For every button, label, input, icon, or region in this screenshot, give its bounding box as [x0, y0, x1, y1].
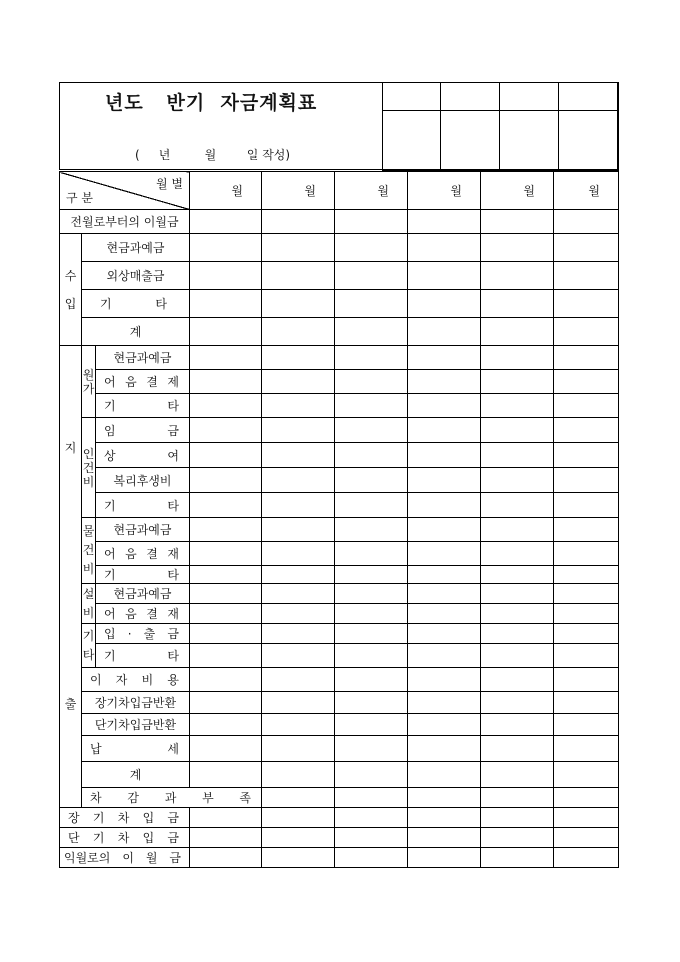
value-cell[interactable]	[335, 346, 408, 370]
value-cell[interactable]	[481, 493, 554, 518]
value-cell[interactable]	[190, 418, 262, 443]
value-cell[interactable]	[481, 542, 554, 566]
table-row	[60, 234, 619, 262]
value-cell[interactable]	[408, 624, 481, 644]
approval-sign-cell[interactable]	[383, 111, 441, 171]
value-cell[interactable]	[408, 262, 481, 290]
table-row	[60, 828, 619, 848]
value-cell[interactable]	[554, 443, 619, 468]
value-cell[interactable]	[262, 714, 335, 736]
table-row	[60, 210, 619, 234]
value-cell[interactable]	[408, 468, 481, 493]
value-cell[interactable]	[262, 542, 335, 566]
value-cell[interactable]	[554, 468, 619, 493]
value-cell[interactable]	[408, 828, 481, 848]
value-cell[interactable]	[408, 394, 481, 418]
value-cell[interactable]	[262, 808, 335, 828]
approval-title-cell[interactable]	[441, 83, 500, 111]
row-label-short-term-loan: 단 기 차 입 금	[60, 828, 190, 848]
row-label-facility-note: 어 음 결 재	[96, 604, 190, 624]
subgroup-label-misc: 기 타	[82, 624, 96, 668]
value-cell[interactable]	[481, 370, 554, 394]
row-label-material-cash: 현금과예금	[96, 518, 190, 542]
value-cell[interactable]	[262, 262, 335, 290]
value-cell[interactable]	[335, 668, 408, 692]
value-cell[interactable]	[190, 234, 262, 262]
value-cell[interactable]	[481, 346, 554, 370]
value-cell[interactable]	[481, 692, 554, 714]
value-cell[interactable]	[190, 848, 262, 868]
value-cell[interactable]	[262, 493, 335, 518]
value-cell[interactable]	[481, 234, 554, 262]
value-cell[interactable]	[190, 210, 262, 234]
value-cell[interactable]	[481, 604, 554, 624]
form-title: 년도 반기 자금계획표	[105, 92, 318, 114]
value-cell[interactable]	[408, 788, 481, 808]
table-row	[60, 736, 619, 762]
value-cell[interactable]	[481, 443, 554, 468]
row-label-income-cash: 현금과예금	[82, 234, 190, 262]
value-cell[interactable]	[554, 714, 619, 736]
value-cell[interactable]	[262, 518, 335, 542]
table-row	[60, 518, 619, 542]
value-cell[interactable]	[262, 604, 335, 624]
row-label-welfare: 복리후생비	[96, 468, 190, 493]
row-label-carry-in: 전월로부터의 이월금	[60, 210, 190, 234]
value-cell[interactable]	[481, 318, 554, 346]
table-row	[60, 262, 619, 290]
value-cell[interactable]	[335, 714, 408, 736]
value-cell[interactable]	[190, 828, 262, 848]
table-row	[60, 714, 619, 736]
value-cell[interactable]	[262, 736, 335, 762]
value-cell[interactable]	[335, 828, 408, 848]
row-label-expense-subtotal: 계	[82, 762, 190, 788]
value-cell[interactable]	[408, 808, 481, 828]
row-label-cost-cash: 현금과예금	[96, 346, 190, 370]
value-cell[interactable]	[554, 692, 619, 714]
row-label-long-term-loan: 장 기 차 입 금	[60, 808, 190, 828]
value-cell[interactable]	[335, 692, 408, 714]
value-cell[interactable]	[481, 762, 554, 788]
value-cell[interactable]	[481, 848, 554, 868]
row-label-material-other: 기 타	[96, 566, 190, 584]
value-cell[interactable]	[190, 736, 262, 762]
table-row	[60, 788, 619, 808]
subgroup-label-material: 물 건 비	[82, 518, 96, 584]
group-label-expense: 지 출	[60, 346, 82, 808]
row-label-long-term-repay: 장기차입금반환	[82, 692, 190, 714]
table-row	[60, 418, 619, 443]
category-label: 구 분	[66, 191, 93, 205]
row-label-income-subtotal: 계	[82, 318, 190, 346]
value-cell[interactable]	[335, 394, 408, 418]
value-cell[interactable]	[262, 848, 335, 868]
value-cell[interactable]	[481, 668, 554, 692]
value-cell[interactable]	[262, 443, 335, 468]
value-cell[interactable]	[481, 788, 554, 808]
row-label-material-note: 어 음 결 재	[96, 542, 190, 566]
value-cell[interactable]	[190, 566, 262, 584]
value-cell[interactable]	[408, 644, 481, 668]
month-header: 월	[481, 172, 554, 210]
row-label-misc-in-out: 입 · 출 금	[96, 624, 190, 644]
table-row	[60, 394, 619, 418]
value-cell[interactable]	[190, 290, 262, 318]
value-cell[interactable]	[408, 566, 481, 584]
value-cell[interactable]	[554, 644, 619, 668]
value-cell[interactable]	[262, 394, 335, 418]
value-cell[interactable]	[481, 808, 554, 828]
value-cell[interactable]	[335, 262, 408, 290]
group-label-income: 수 입	[60, 234, 82, 346]
approval-sign-cell[interactable]	[500, 111, 559, 171]
value-cell[interactable]	[554, 604, 619, 624]
value-cell[interactable]	[481, 566, 554, 584]
value-cell[interactable]	[262, 418, 335, 443]
value-cell[interactable]	[262, 370, 335, 394]
value-cell[interactable]	[408, 370, 481, 394]
value-cell[interactable]	[335, 318, 408, 346]
table-row	[60, 542, 619, 566]
value-cell[interactable]	[481, 518, 554, 542]
value-cell[interactable]	[408, 210, 481, 234]
value-cell[interactable]	[554, 493, 619, 518]
value-cell[interactable]	[190, 318, 262, 346]
row-label-tax: 납 세	[82, 736, 190, 762]
row-label-income-credit-sales: 외상매출금	[82, 262, 190, 290]
value-cell[interactable]	[262, 346, 335, 370]
subgroup-label-cost: 원 가	[82, 346, 96, 418]
value-cell[interactable]	[554, 318, 619, 346]
value-cell[interactable]	[408, 542, 481, 566]
value-cell[interactable]	[481, 714, 554, 736]
value-cell[interactable]	[408, 493, 481, 518]
value-cell[interactable]	[408, 290, 481, 318]
header-row	[60, 172, 619, 210]
value-cell[interactable]	[262, 468, 335, 493]
value-cell[interactable]	[335, 624, 408, 644]
creation-date-line: ( 년 월 일 작성)	[135, 148, 291, 162]
approval-title-cell[interactable]	[383, 83, 441, 111]
value-cell[interactable]	[335, 736, 408, 762]
row-label-bonus: 상 여	[96, 443, 190, 468]
value-cell[interactable]	[554, 808, 619, 828]
month-by-label: 월 별	[156, 177, 184, 191]
value-cell[interactable]	[554, 788, 619, 808]
value-cell[interactable]	[554, 418, 619, 443]
value-cell[interactable]	[190, 443, 262, 468]
value-cell[interactable]	[335, 584, 408, 604]
row-label-carry-out: 익월로의 이 월 금	[60, 848, 190, 868]
value-cell[interactable]	[262, 584, 335, 604]
value-cell[interactable]	[335, 848, 408, 868]
value-cell[interactable]	[554, 828, 619, 848]
value-cell[interactable]	[554, 624, 619, 644]
value-cell[interactable]	[190, 584, 262, 604]
table-row	[60, 370, 619, 394]
row-label-balance: 차 감 과 부 족	[82, 788, 262, 808]
value-cell[interactable]	[335, 566, 408, 584]
table-row	[60, 624, 619, 644]
value-cell[interactable]	[335, 210, 408, 234]
value-cell[interactable]	[262, 290, 335, 318]
value-cell[interactable]	[408, 234, 481, 262]
subgroup-label-personnel: 인 건 비	[82, 418, 96, 518]
value-cell[interactable]	[335, 808, 408, 828]
value-cell[interactable]	[481, 624, 554, 644]
table-row	[60, 668, 619, 692]
cash-plan-table	[59, 171, 619, 868]
value-cell[interactable]	[554, 262, 619, 290]
value-cell[interactable]	[554, 584, 619, 604]
value-cell[interactable]	[335, 493, 408, 518]
approval-sign-cell[interactable]	[559, 111, 619, 171]
value-cell[interactable]	[481, 468, 554, 493]
value-cell[interactable]	[190, 762, 262, 788]
month-header: 월	[262, 172, 335, 210]
month-header: 월	[554, 172, 619, 210]
value-cell[interactable]	[554, 762, 619, 788]
value-cell[interactable]	[408, 848, 481, 868]
value-cell[interactable]	[190, 644, 262, 668]
value-cell[interactable]	[190, 668, 262, 692]
value-cell[interactable]	[554, 668, 619, 692]
value-cell[interactable]	[190, 370, 262, 394]
row-label-income-other: 기 타	[82, 290, 190, 318]
row-label-wages: 임 금	[96, 418, 190, 443]
table-row	[60, 584, 619, 604]
value-cell[interactable]	[335, 518, 408, 542]
table-row	[60, 644, 619, 668]
value-cell[interactable]	[408, 418, 481, 443]
value-cell[interactable]	[335, 604, 408, 624]
value-cell[interactable]	[262, 210, 335, 234]
approval-sign-cell[interactable]	[441, 111, 500, 171]
value-cell[interactable]	[262, 828, 335, 848]
value-cell[interactable]	[335, 234, 408, 262]
row-label-misc-other: 기 타	[96, 644, 190, 668]
row-label-cost-note: 어 음 결 제	[96, 370, 190, 394]
table-row	[60, 346, 619, 370]
value-cell[interactable]	[335, 370, 408, 394]
value-cell[interactable]	[408, 714, 481, 736]
table-row	[60, 808, 619, 828]
value-cell[interactable]	[262, 644, 335, 668]
value-cell[interactable]	[335, 468, 408, 493]
value-cell[interactable]	[554, 848, 619, 868]
table-row	[60, 290, 619, 318]
value-cell[interactable]	[190, 262, 262, 290]
value-cell[interactable]	[408, 604, 481, 624]
table-row	[60, 848, 619, 868]
value-cell[interactable]	[554, 566, 619, 584]
table-row	[60, 443, 619, 468]
value-cell[interactable]	[481, 210, 554, 234]
value-cell[interactable]	[335, 762, 408, 788]
value-cell[interactable]	[408, 668, 481, 692]
value-cell[interactable]	[190, 692, 262, 714]
value-cell[interactable]	[554, 542, 619, 566]
value-cell[interactable]	[554, 518, 619, 542]
value-cell[interactable]	[190, 624, 262, 644]
table-row	[60, 604, 619, 624]
value-cell[interactable]	[335, 418, 408, 443]
value-cell[interactable]	[262, 234, 335, 262]
value-cell[interactable]	[262, 762, 335, 788]
diagonal-header-cell	[60, 172, 190, 210]
value-cell[interactable]	[408, 692, 481, 714]
value-cell[interactable]	[481, 394, 554, 418]
row-label-short-term-repay: 단기차입금반환	[82, 714, 190, 736]
value-cell[interactable]	[335, 788, 408, 808]
value-cell[interactable]	[335, 290, 408, 318]
value-cell[interactable]	[190, 808, 262, 828]
value-cell[interactable]	[262, 566, 335, 584]
month-header: 월	[408, 172, 481, 210]
table-row	[60, 692, 619, 714]
table-row	[60, 318, 619, 346]
value-cell[interactable]	[481, 584, 554, 604]
value-cell[interactable]	[408, 584, 481, 604]
value-cell[interactable]	[481, 736, 554, 762]
value-cell[interactable]	[554, 346, 619, 370]
value-cell[interactable]	[554, 234, 619, 262]
value-cell[interactable]	[262, 318, 335, 346]
value-cell[interactable]	[262, 692, 335, 714]
value-cell[interactable]	[408, 346, 481, 370]
row-label-interest: 이 자 비 용	[82, 668, 190, 692]
value-cell[interactable]	[408, 443, 481, 468]
value-cell[interactable]	[190, 468, 262, 493]
approval-grid	[382, 82, 619, 171]
value-cell[interactable]	[190, 493, 262, 518]
value-cell[interactable]	[481, 290, 554, 318]
value-cell[interactable]	[262, 624, 335, 644]
value-cell[interactable]	[408, 762, 481, 788]
value-cell[interactable]	[262, 788, 335, 808]
value-cell[interactable]	[408, 318, 481, 346]
value-cell[interactable]	[554, 370, 619, 394]
value-cell[interactable]	[190, 604, 262, 624]
value-cell[interactable]	[481, 262, 554, 290]
value-cell[interactable]	[335, 542, 408, 566]
value-cell[interactable]	[481, 418, 554, 443]
value-cell[interactable]	[408, 736, 481, 762]
value-cell[interactable]	[481, 828, 554, 848]
month-header: 월	[190, 172, 262, 210]
approval-title-cell[interactable]	[559, 83, 619, 111]
table-row	[60, 566, 619, 584]
row-label-personnel-other: 기 타	[96, 493, 190, 518]
value-cell[interactable]	[554, 210, 619, 234]
value-cell[interactable]	[335, 644, 408, 668]
row-label-facility-cash: 현금과예금	[96, 584, 190, 604]
value-cell[interactable]	[190, 346, 262, 370]
approval-title-cell[interactable]	[500, 83, 559, 111]
subgroup-label-facility: 설 비	[82, 584, 96, 624]
value-cell[interactable]	[408, 518, 481, 542]
value-cell[interactable]	[554, 394, 619, 418]
row-label-cost-other: 기 타	[96, 394, 190, 418]
value-cell[interactable]	[481, 644, 554, 668]
table-row	[60, 762, 619, 788]
value-cell[interactable]	[554, 736, 619, 762]
table-row	[60, 493, 619, 518]
table-row	[60, 468, 619, 493]
value-cell[interactable]	[262, 668, 335, 692]
value-cell[interactable]	[190, 542, 262, 566]
value-cell[interactable]	[335, 443, 408, 468]
value-cell[interactable]	[190, 394, 262, 418]
month-header: 월	[335, 172, 408, 210]
value-cell[interactable]	[190, 518, 262, 542]
value-cell[interactable]	[190, 714, 262, 736]
value-cell[interactable]	[554, 290, 619, 318]
